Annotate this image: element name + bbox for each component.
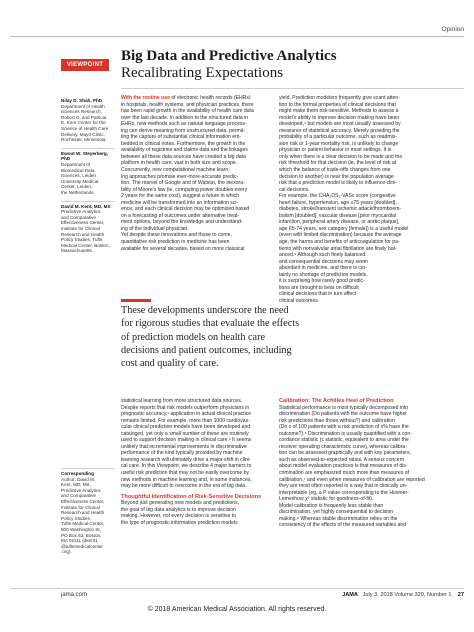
body-text-line: decision to another) is near the population average [279,173,394,180]
author-affiliation-line: Robert D. and Patricia [61,114,107,120]
body-text-line: about model evaluation practices is that measures of dis- [279,463,408,470]
author-affiliation-line: University Medical [61,178,99,184]
body-text-line: ing of the individual physician. [121,225,189,232]
author-divider [61,148,115,149]
body-text-line: discrimination (Do patients with the outcome have higher [279,411,407,418]
body-text-line: bility of Moore's law (ie, computing power doubles every [121,186,248,193]
author-affiliation-line: Delivery, Mayo Clinic, [61,131,105,137]
body-text-line: the goal of big data analytics is to improve decision [121,506,236,513]
copyright-notice: © 2018 American Medical Association. All rights reserved. [147,606,327,613]
corresponding-line: @tuftsmedicalcenter [61,543,103,549]
lead-in-text: With the routine use [121,95,170,101]
title-divider [121,88,464,89]
body-text-line: model's ability to improve decision making have been [279,114,400,121]
body-text-line: interpretable (eg, a P value corresponding to the Hosmer- [279,489,409,496]
pullquote-line: of prediction models on health care [121,331,265,343]
author-affiliation-line: Biomedical Data [61,167,95,173]
pullquote-line: for rigorous studies that evaluate the effects [121,318,300,330]
corresponding-divider [61,468,115,469]
body-text-line: they are most often reported in a way that is clinically un- [279,483,408,490]
body-text-line: bedded in clinical notes. Furthermore, the growth in the [121,140,246,147]
corresponding-line: .org). [61,549,72,555]
body-text-line: receiver operating characteristic curve), whereas calibra- [279,443,407,450]
viewpoint-badge: VIEWPOINT [61,59,109,71]
body-text-line: the type of prognostic information prediction models [121,519,238,526]
corresponding-heading: Corresponding [61,471,94,476]
body-text-line: tion to the formal properties of clinical decisions that [279,101,396,108]
author-affiliation-line: Department of [61,161,91,167]
author-degree: PhD [61,156,71,162]
body-text-line: abundant in medicine, and there is cer- [279,265,368,272]
body-text-line: Beyond just generating new models and predictions, [121,500,240,507]
author-affiliation-line: Medical Center, Boston, [61,242,110,248]
body-text-line: (even with limited discrimination) because the average [279,232,402,239]
body-text-line: calibration,⁷ and even when measures of calibration are reported [279,476,425,483]
body-text-line: cal decisions. [279,186,310,193]
top-divider [10,36,464,37]
pullquote-line: These developments underscore the need [121,305,289,316]
body-text-line: risk threshold for that decision (ie, the level of risk at [279,160,397,167]
body-text-line: tainly no shortage of prediction models, [279,271,368,278]
body-text-line: prognostic accuracy,¹ application in actual clinical practice [121,411,252,418]
body-text-line: Lemeshow χ² statistic for goodness-of-fit). [279,496,374,503]
footer-site-link[interactable]: jama.com [61,592,88,598]
body-text-line: Model calibration is frequently less stable than [279,502,384,509]
author-affiliation-line: the Netherlands. [61,189,95,195]
author-name: David M. Kent, MD, MS [61,203,111,209]
body-text-line: cataloged, yet only a small number of these are routinely [121,430,249,437]
body-text-line: 2 years for the same cost), suggest a future in which [121,193,240,200]
author-affiliation-line: Science of Health Care [61,125,109,131]
footer-divider [10,588,464,589]
body-text-line: cordance statistic (c statistic, equivalent to area under the [279,437,409,444]
author-affiliation-line: Department of Health [61,103,105,109]
body-text-line: used to support decision making in clinical care.² It seems [121,437,252,444]
body-text-line: risk that a prediction model is likely to influence clini- [279,180,398,187]
corresponding-line: MA 02111 (dkent1 [61,538,98,544]
body-text-line: medicine will be transformed into an information sci- [121,199,239,206]
body-text-line: risk predictions than those without?) and calibration [279,417,395,424]
body-text-line: bolism [doubled], vascular disease [prior myocardial [279,212,396,219]
body-text-line: discrimination, yet highly consequential to decision [279,509,394,516]
author-affiliation-line: Predictive Analytics [61,209,101,215]
corresponding-line: Effectiveness Center, [61,498,105,504]
body-text-line: ence, and each clinical decision may be optimized based [121,206,250,213]
body-text-line: which the balance of trade-offs changes from one [279,167,391,174]
body-column-left-top [121,95,267,252]
author-affiliation-line: Massachusetts. [61,248,93,254]
body-text-line: unlikely that incremental improvements in discriminative [121,443,247,450]
body-text-line: Concurrently, new computational machine learn- [121,167,230,174]
author-affiliation-line: E. Kern Center for the [61,120,106,126]
body-text-line: cular clinical prediction models have been developed and [121,424,251,431]
corresponding-line: Kent, MD, MS, [61,482,91,488]
corresponding-line: Institute for Clinical [61,504,100,510]
body-text-line: (Do x of 100 patients with a risk prediction of x% have the [279,424,409,431]
section-label: Opinion [441,26,464,33]
author-name: Ewout W. Steyerberg, [61,150,108,156]
body-text-line: available for several decades, based on more classical [121,245,245,252]
body-text-line: remains limited. For example, more than 1000 cardiovas- [121,417,250,424]
body-text-line: tions are brought to bear on difficult [279,284,359,291]
footer-page-number: 27 [457,592,464,598]
body-text-line: tients with nonvalvular atrial fibrillation are finely bal- [279,245,397,252]
body-text-line: tion can be assessed graphically and with key parameters, [279,450,411,457]
pullquote [121,304,413,370]
body-text-line: age, the harms and benefits of anticoagulation for pa- [279,239,400,246]
body-text-line: infarction, peripheral artery disease, or aortic plaque], [279,219,400,226]
corresponding-line: Research and Health [61,510,105,516]
body-text-line: age 65-74 years, sex category [female]) is a useful model [279,225,409,232]
article-title: Big Data and Predictive Analytics [121,48,337,64]
body-text-line: For example, the CHA₂DS₂-VASc score (congestive [279,193,396,200]
body-text-line: making.⁸ Whereas stable discrimination relies on the [279,515,398,522]
body-text-line: clinical decisions that in turn affect [279,291,357,298]
body-text-line: tion. The marvel of Google and of Watson, the inexora- [121,180,245,187]
body-text-line: heart failure, hypertension, age ≥75 years [doubled], [279,199,397,206]
corresponding-line: Policy Studies, [61,515,92,521]
footer-issue-info [342,592,464,598]
body-text-line: anced.⁵ Although such finely balanced [279,252,366,259]
body-text-line: only when there is a clear decision to be made and the [279,153,403,160]
body-text-line: probability of a particular outcome, such as readmis- [279,134,398,141]
body-text-line: performance of the kind typically provided by machine [121,450,243,457]
body-text-line: sion risk or 1-year mortality risk, is unlikely to change [279,140,399,147]
author-affiliation-line: Institute for Clinical [61,225,100,231]
author-block [61,151,115,196]
body-text-line: cal care. In this Viewpoint, we describe 4 major barriers to [121,463,252,470]
body-text-line: measures of statistical accuracy. Merely providing the [279,127,400,134]
author-affiliation-line: Research and Health [61,231,105,237]
body-text-line: useful risk prediction that may not be easily overcome by [121,470,249,477]
body-text-line: might make them risk-sensitive. Methods to assess a [279,108,399,115]
body-text-line: over the last decade. In addition to the structured data in [121,114,249,121]
corresponding-line: Predictive Analytics [61,487,101,493]
body-text-line: learning research will ultimately drive a major shift in clini- [121,456,251,463]
body-text-line: EHRs, new methods such as natural language process- [121,121,247,128]
body-column-right-bottom [279,398,425,529]
body-text-line: consistency of the effects of the measured variables and [279,522,407,529]
body-text-line: quantitative risk prediction in medicine has been [121,239,230,246]
body-text-line: ment options, beyond the knowledge and understand- [121,219,243,226]
author-affiliation-line: Policy Studies, Tufts [61,237,103,243]
footer-journal: JAMA [342,592,358,598]
body-text-line: availability of registries and claims data and the linkages [121,147,248,154]
body-text-line: outcome?).⁶ Discrimination is usually quantified with a con- [279,430,412,437]
body-text-line: clinical outcomes. [279,297,320,304]
body-text-line: physician or patient behavior in most settings. It is [279,147,392,154]
author-block [61,204,115,254]
corresponding-line: and Comparative [61,493,96,499]
pullquote-line: cost and quality of care. [121,358,219,370]
body-text-line: ting the capture of substantial clinical information em- [121,134,242,141]
author-name: Nilay D. Shah, PhD [61,98,103,103]
body-text-line: Yet despite these innovations and those to come, [121,232,232,239]
body-column-left-bottom [121,398,267,526]
body-text-line: in hospitals, health systems, and physician practices, there [121,101,254,108]
pullquote-accent-bar [121,299,151,302]
body-text-line: making. However, not every decision is sensitive to [121,513,236,520]
section-heading: Calibration: The Achilles Heel of Prediction [279,398,394,404]
author-affiliation-line: Sciences Research, [61,109,102,115]
body-text-line: ing approaches promise ever-more-accurate predic- [121,173,239,180]
section-heading: Thoughtful Identification of Risk-Sensitive Decisions [121,493,262,500]
author-affiliation-line: and Comparative [61,214,96,220]
author-affiliation-line: Effectiveness Center, [61,220,105,226]
body-text-line: such as observed-to-expected ratios. A serious concern [279,456,405,463]
body-text-line: statistical learning from more structured data sources. [121,398,243,404]
body-text-line: has been rapid growth in the availability of health care data [121,108,254,115]
body-text-line: and consequential decisions may seem [279,258,368,265]
article-subtitle: Recalibrating Expectations [121,65,284,81]
author-divider [61,201,115,202]
author-affiliation-line: Rochester, Minnesota. [61,137,107,143]
body-text-line: new methods in machine learning and, in some instances, [121,476,252,483]
author-affiliation-line: Center, Leiden, [61,184,93,190]
body-text-fragment: of electronic health records (EHRs) [169,95,251,101]
author-block [61,98,115,143]
body-text-line: platform in health care, vast in both size and scope. [121,160,238,167]
body-text-line: Despite reports that risk models outperform physicians in [121,404,250,411]
corresponding-line: Author: David M. [61,476,96,482]
author-affiliation-line: Sciences, Leiden [61,173,96,179]
body-text-line: yield. Prediction modelers frequently give scant atten- [279,95,400,101]
body-text-line [121,95,267,102]
body-text-line: developed,⁴ but models are most usually assessed by [279,121,401,128]
corresponding-line: Tufts Medical Center, [61,521,105,527]
pullquote-line: decisions and patient outcomes, including [121,344,292,356]
footer-issue: July 3, 2018 Volume 320, Number 1 [362,592,452,598]
body-text-line: Statistical performance is most typically decomposed into [279,404,409,411]
corresponding-line: 800 Washington St, [61,526,101,532]
body-text-line: on a forecasting of outcomes under alternative treat- [121,212,240,219]
body-text-line: crimination are emphasized much more than measures of [279,470,409,477]
corresponding-author-block [61,471,115,555]
body-text-line: it is surprising how rarely good predic- [279,278,365,285]
body-column-right-top [279,95,425,305]
corresponding-line: PO Box 63, Boston, [61,532,102,538]
body-text-line: may be more difficult to overcome in the era of big data. [121,483,247,490]
body-text-line: between all these data sources have created a big data [121,153,246,160]
body-text-line: ing can derive meaning from unstructured data, permit- [121,127,246,134]
body-text-line: diabetes, stroke/transient ischemic attack/thromboem- [279,206,402,213]
